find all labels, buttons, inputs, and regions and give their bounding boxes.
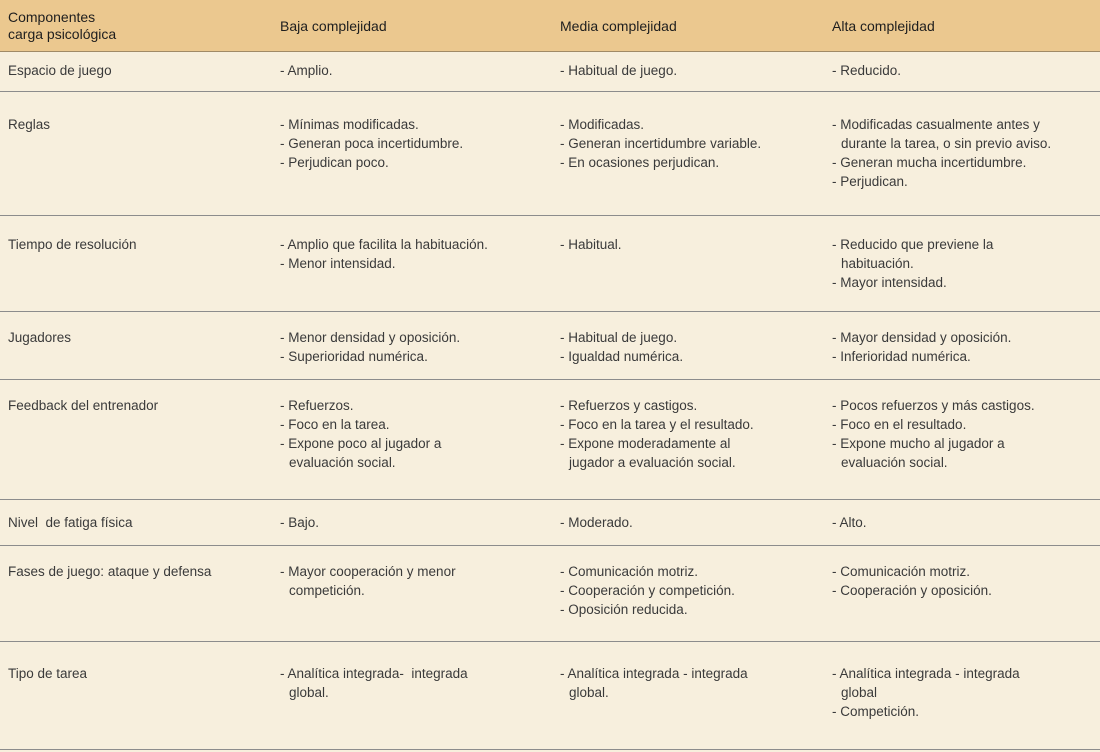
cell-low: [280, 115, 550, 172]
row-label-text: Reglas: [8, 117, 51, 132]
cell-line: global.: [289, 685, 329, 700]
cell-line: - Comunicación motriz.: [560, 564, 699, 579]
cell-low: [280, 664, 550, 702]
cell-line: - Bajo.: [280, 515, 320, 530]
cell-low: [280, 235, 550, 273]
cell-line: - Cooperación y competición.: [560, 583, 735, 598]
cell-high: [832, 664, 1094, 721]
header-high-label: Alta complejidad: [832, 17, 935, 34]
cell-line: - Modificadas casualmente antes y: [832, 117, 1040, 132]
table-row-reglas: [0, 92, 1100, 216]
cell-line: - Alto.: [832, 515, 867, 530]
cell-line: - Reducido.: [832, 63, 902, 78]
cell-high: [832, 115, 1094, 191]
cell-line: - Analítica integrada- integrada: [280, 666, 468, 681]
cell-line: - Habitual.: [560, 237, 622, 252]
row-label-text: Tiempo de resolución: [8, 237, 137, 252]
header-medium-complexity: [560, 0, 825, 52]
cell-line: - Menor densidad y oposición.: [280, 330, 461, 345]
cell-medium: [560, 115, 825, 172]
row-label: [8, 328, 270, 347]
cell-line: - Refuerzos y castigos.: [560, 398, 698, 413]
cell-low: [280, 513, 550, 532]
row-label-text: Feedback del entrenador: [8, 398, 159, 413]
cell-line: - Inferioridad numérica.: [832, 349, 971, 364]
row-label: [8, 664, 270, 683]
cell-low: [280, 328, 550, 366]
cell-line: - Moderado.: [560, 515, 633, 530]
cell-line: competición.: [289, 583, 365, 598]
cell-medium: [560, 396, 825, 472]
table-row-fases: [0, 546, 1100, 642]
cell-line: global: [841, 685, 878, 700]
cell-high: [832, 396, 1094, 472]
cell-line: - Menor intensidad.: [280, 256, 396, 271]
table-row-jugadores: [0, 312, 1100, 380]
cell-line: - Mayor cooperación y menor: [280, 564, 456, 579]
cell-line: habituación.: [841, 256, 914, 271]
cell-line: - Foco en la tarea y el resultado.: [560, 417, 754, 432]
cell-line: - Foco en el resultado.: [832, 417, 967, 432]
cell-low: [280, 562, 550, 600]
cell-line: - Mayor intensidad.: [832, 275, 947, 290]
row-label-text: Jugadores: [8, 330, 72, 345]
header-low-complexity: [280, 0, 550, 52]
row-label: [8, 61, 270, 80]
row-label-text: Tipo de tarea: [8, 666, 88, 681]
cell-high: [832, 562, 1094, 600]
row-label-text: Nivel de fatiga física: [8, 515, 133, 530]
table-row-tiempo: [0, 216, 1100, 312]
cell-line: - Igualdad numérica.: [560, 349, 684, 364]
cell-high: [832, 61, 1094, 80]
cell-medium: [560, 664, 825, 702]
header-components: [8, 0, 270, 52]
cell-line: evaluación social.: [289, 455, 396, 470]
table-row-tipo: [0, 642, 1100, 750]
header-medium-label: Media complejidad: [560, 17, 677, 34]
table-row-fatiga: [0, 500, 1100, 546]
cell-line: - Expone poco al jugador a: [280, 436, 442, 451]
cell-line: - Habitual de juego.: [560, 330, 678, 345]
cell-line: - Mínimas modificadas.: [280, 117, 419, 132]
row-label-text: Fases de juego: ataque y defensa: [8, 564, 212, 579]
cell-line: - Generan poca incertidumbre.: [280, 136, 464, 151]
table-row-feedback: [0, 380, 1100, 500]
row-label: [8, 396, 270, 415]
cell-line: - Analítica integrada - integrada: [560, 666, 748, 681]
cell-line: jugador a evaluación social.: [569, 455, 736, 470]
cell-line: - Mayor densidad y oposición.: [832, 330, 1012, 345]
cell-medium: [560, 235, 825, 254]
cell-line: evaluación social.: [841, 455, 948, 470]
cell-line: - Amplio.: [280, 63, 333, 78]
cell-high: [832, 513, 1094, 532]
row-label: [8, 115, 270, 134]
cell-low: [280, 61, 550, 80]
cell-line: - Refuerzos.: [280, 398, 354, 413]
cell-line: - En ocasiones perjudican.: [560, 155, 720, 170]
cell-line: - Amplio que facilita la habituación.: [280, 237, 488, 252]
cell-line: - Competición.: [832, 704, 920, 719]
row-label: [8, 235, 270, 254]
cell-line: - Perjudican poco.: [280, 155, 389, 170]
cell-line: - Analítica integrada - integrada: [832, 666, 1020, 681]
cell-line: - Reducido que previene la: [832, 237, 994, 252]
cell-medium: [560, 61, 825, 80]
cell-line: - Foco en la tarea.: [280, 417, 390, 432]
cell-line: global.: [569, 685, 609, 700]
header-high-complexity: [832, 0, 1094, 52]
cell-line: - Oposición reducida.: [560, 602, 688, 617]
cell-line: - Generan incertidumbre variable.: [560, 136, 762, 151]
row-label-text: Espacio de juego: [8, 63, 112, 78]
cell-medium: [560, 513, 825, 532]
row-label: [8, 513, 270, 532]
cell-line: - Superioridad numérica.: [280, 349, 428, 364]
cell-medium: [560, 328, 825, 366]
cell-high: [832, 328, 1094, 366]
cell-line: - Habitual de juego.: [560, 63, 678, 78]
header-components-line-2: carga psicológica: [8, 26, 117, 42]
cell-line: - Expone mucho al jugador a: [832, 436, 1005, 451]
header-components-line-1: Componentes: [8, 9, 96, 25]
cell-line: - Cooperación y oposición.: [832, 583, 992, 598]
row-label: [8, 562, 270, 581]
cell-line: - Modificadas.: [560, 117, 645, 132]
cell-line: - Generan mucha incertidumbre.: [832, 155, 1027, 170]
cell-low: [280, 396, 550, 472]
header-low-label: Baja complejidad: [280, 17, 387, 34]
table-row-espacio: [0, 52, 1100, 92]
cell-high: [832, 235, 1094, 292]
cell-line: - Comunicación motriz.: [832, 564, 971, 579]
cell-line: - Pocos refuerzos y más castigos.: [832, 398, 1035, 413]
table-header: [0, 0, 1100, 52]
cell-medium: [560, 562, 825, 619]
cell-line: durante la tarea, o sin previo aviso.: [841, 136, 1052, 151]
cell-line: - Perjudican.: [832, 174, 908, 189]
cell-line: - Expone moderadamente al: [560, 436, 731, 451]
